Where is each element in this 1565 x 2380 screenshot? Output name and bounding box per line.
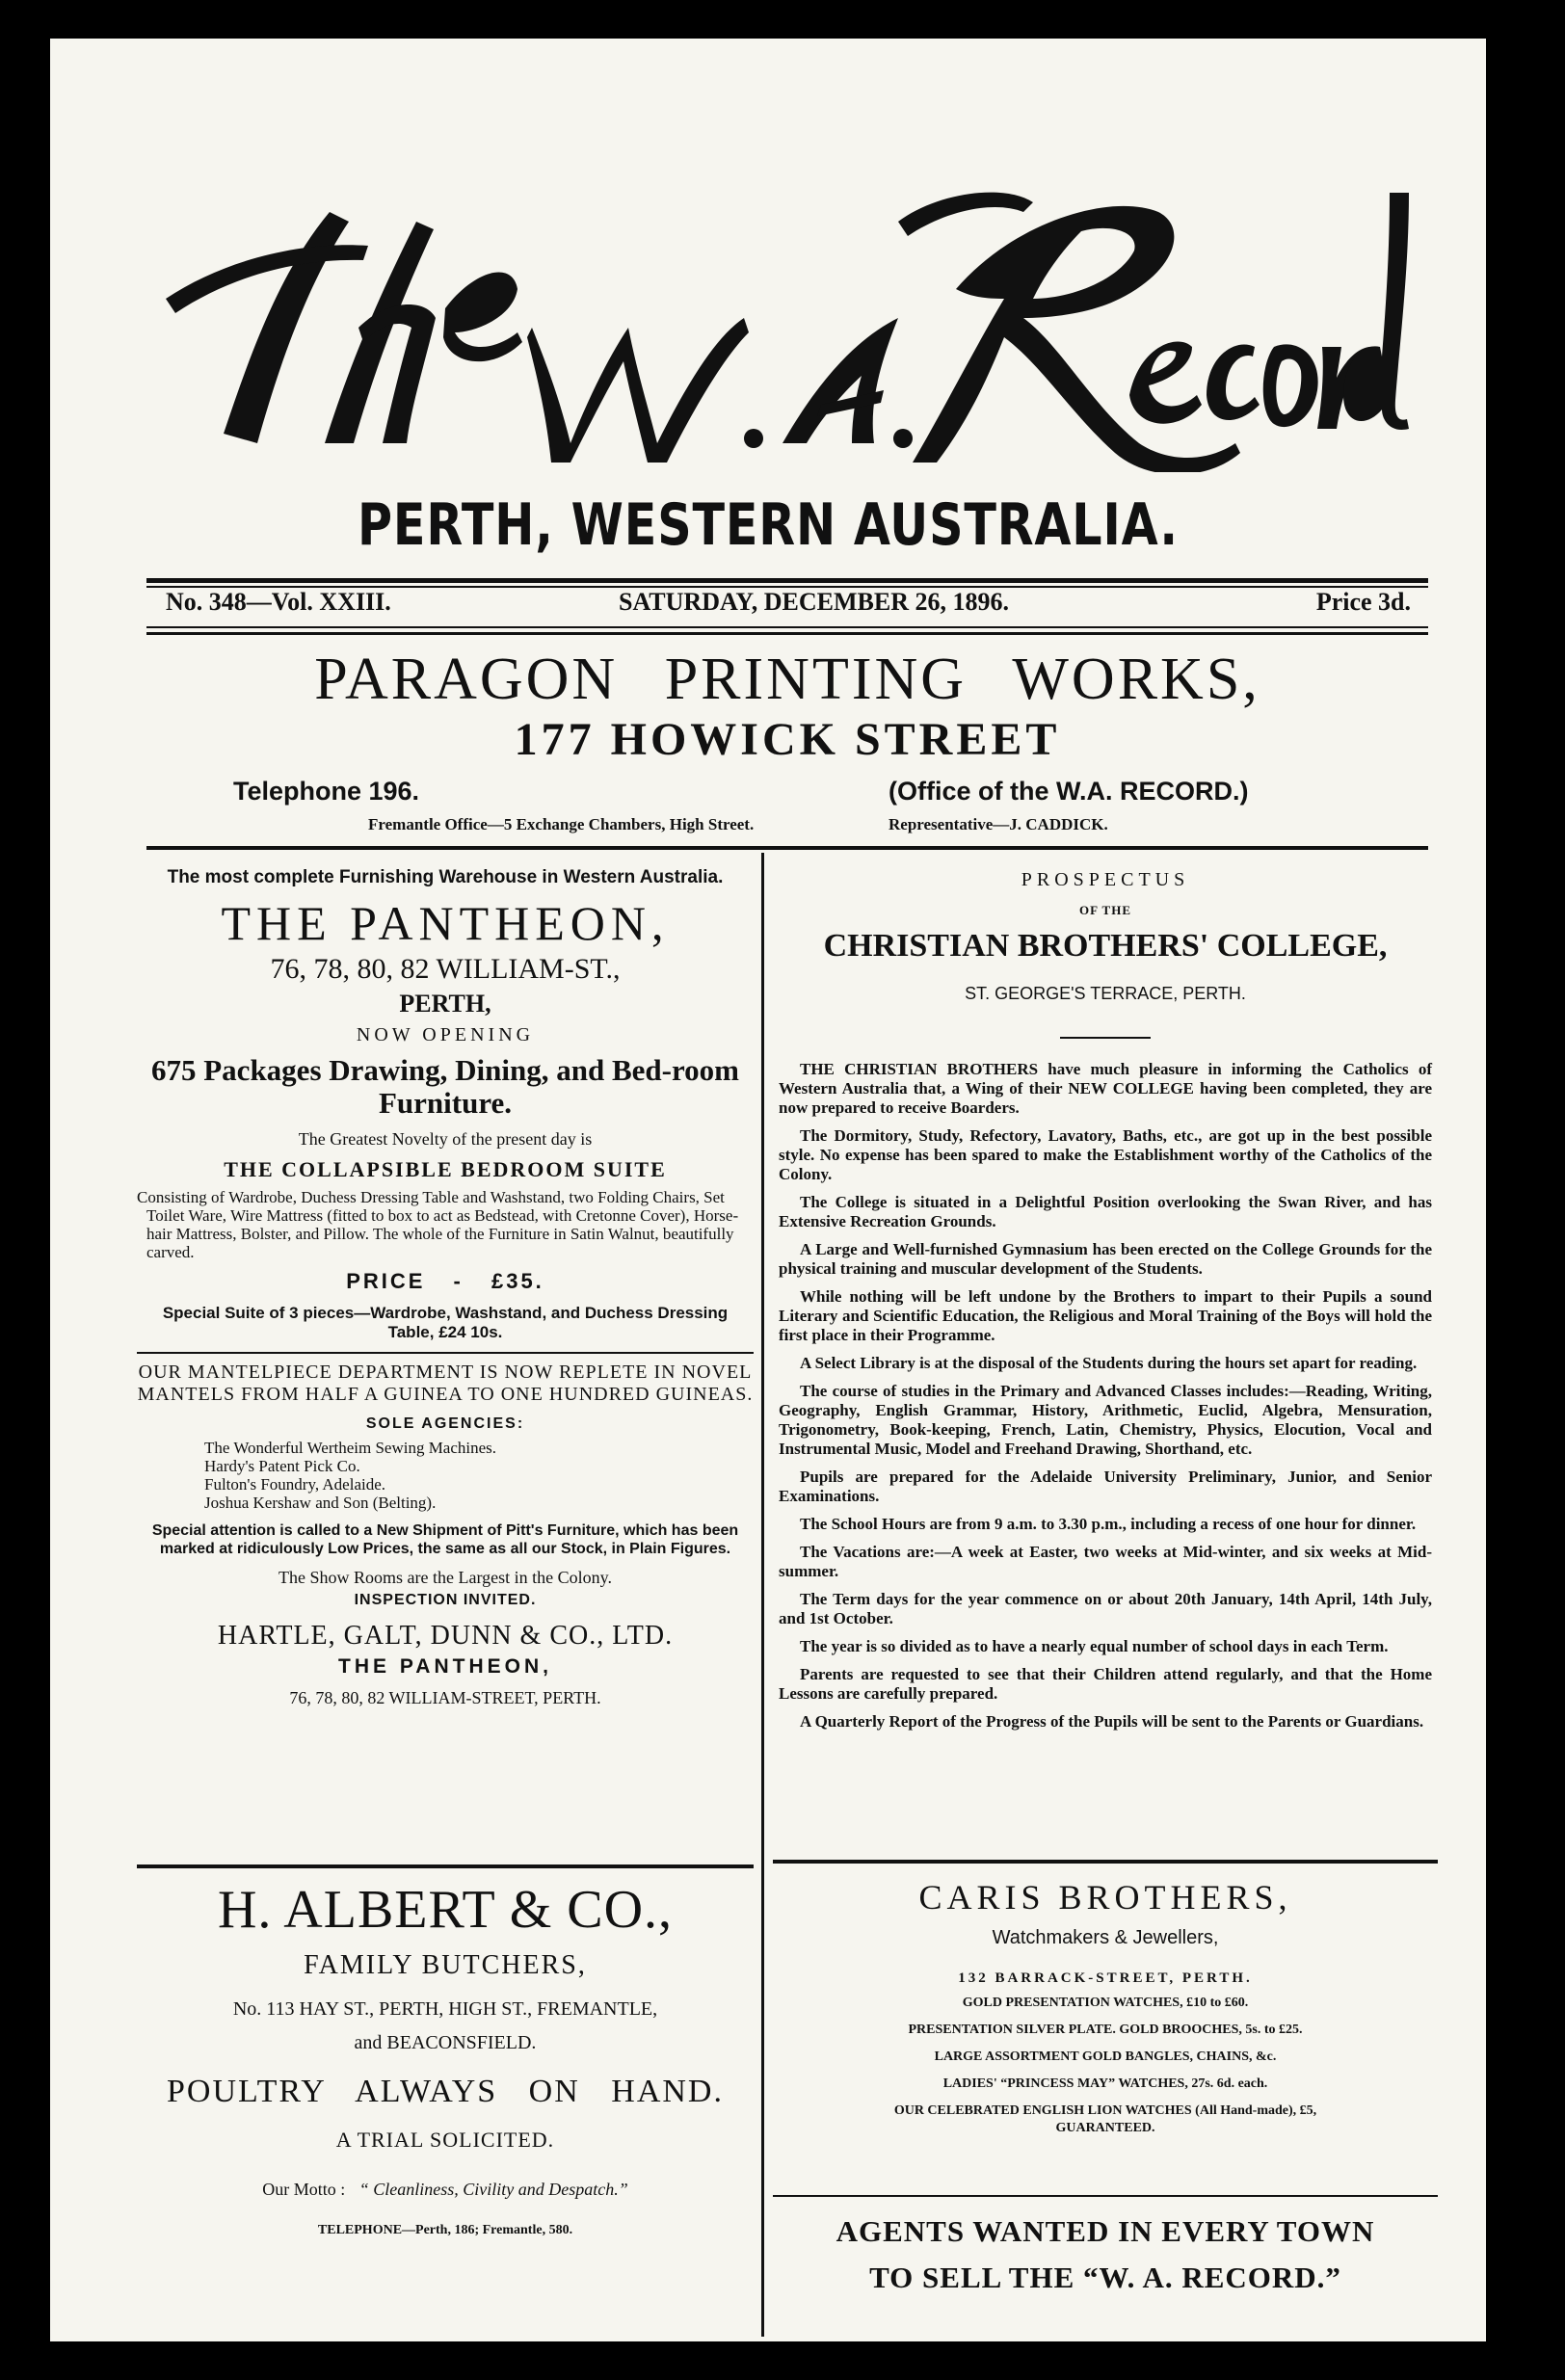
paragon-address: 177 HOWICK STREET [514,714,1061,765]
albert-advert [137,1879,754,2238]
pantheon-advert [137,867,754,1708]
pantheon-city: PERTH, [399,990,491,1018]
prospectus-body [773,1060,1438,1732]
prospectus-paragraph: Parents are requested to see that their Children attend regularly, and that the Home Lessons are carefully prepared. [779,1665,1432,1703]
caris-lines [773,1995,1438,2137]
albert-trial: A TRIAL SOLICITED. [335,2128,555,2152]
pantheon-agencies-list [137,1439,754,1512]
pantheon-suite: THE COLLAPSIBLE BEDROOM SUITE [224,1157,667,1181]
prospectus-paragraph: The Vacations are:—A week at Easter, two weeks at Mid-winter, and six weeks at Mid-summer. [779,1543,1432,1580]
caris-line: LARGE ASSORTMENT GOLD BANGLES, CHAINS, &c. [934,2049,1277,2064]
prospectus-paragraph: A Select Library is at the disposal of the Students during the hours set apart for reading. [800,1354,1418,1372]
prospectus-paragraph: While nothing will be left undone by the Brothers to impart to their Pupils a sound Literary and Scientific Education, the Religious and Moral Training of the Boys will hold the first place in their Programme. [779,1287,1432,1344]
caris-line: GOLD PRESENTATION WATCHES, £10 to £60. [962,1996,1249,2010]
masthead-location: PERTH, WESTERN AUSTRALIA. [358,491,1179,559]
issue-date: SATURDAY, DECEMBER 26, 1896. [619,588,1009,616]
left-column-rule [137,1864,754,1868]
albert-telephone: TELEPHONE—Perth, 186; Fremantle, 580. [317,2223,573,2237]
column-divider [761,853,764,2337]
prospectus-paragraph: The School Hours are from 9 a.m. to 3.30 p.m., including a recess of one hour for dinner. [800,1515,1417,1533]
prospectus-paragraph: Pupils are prepared for the Adelaide University Preliminary, Junior, and Senior Examinations. [779,1468,1432,1505]
pantheon-suite-description: Consisting of Wardrobe, Duchess Dressing Table and Washstand, two Folding Chairs, Set Toilet Ware, Wire Mattress (fitted to box to act as Bedstead, with Cretonne Cover), Horse-hair Mattress, Bolster, and Pillow. The whole of the Furniture in Satin Walnut, beautifully carved. [137,1188,739,1261]
albert-motto-label: Our Motto : [262,2180,346,2199]
prospectus-paragraph: The Dormitory, Study, Refectory, Lavatory, Baths, etc., are got up in the best possible style. No expense has been spared to make the Establishment worthy of the Catholics of the Colony. [779,1126,1432,1183]
agents-line-2: TO SELL THE “W. A. RECORD.” [869,2261,1341,2294]
paragon-rule [146,846,1428,850]
albert-poultry: POULTRY ALWAYS ON HAND. [167,2074,724,2109]
prospectus-advert [773,867,1438,1740]
paragon-fremantle: Fremantle Office—5 Exchange Chambers, High Street. [368,815,755,833]
pantheon-intro: The most complete Furnishing Warehouse in Western Australia. [167,867,724,887]
caris-trade: Watchmakers & Jewellers, [992,1927,1219,1948]
pantheon-firm-address: 76, 78, 80, 82 WILLIAM-STREET, PERTH. [289,1688,601,1707]
newspaper-page [50,39,1486,2341]
albert-address-1: No. 113 HAY ST., PERTH, HIGH ST., FREMANTLE, [232,1998,658,2020]
pantheon-packages: 675 Packages Drawing, Dining, and Bed-room Furniture. [151,1053,739,1120]
albert-name: H. ALBERT & CO., [217,1880,674,1940]
pantheon-address: 76, 78, 80, 82 WILLIAM-ST., [270,953,621,985]
agents-advert [773,2208,1438,2301]
caris-name: CARIS BROTHERS, [918,1878,1292,1917]
caris-line: PRESENTATION SILVER PLATE. GOLD BROOCHES, 5s. to £25. [908,2023,1303,2037]
agents-line-1: AGENTS WANTED IN EVERY TOWN [836,2214,1375,2248]
pantheon-name: THE PANTHEON, [221,896,670,950]
caris-line: GUARANTEED. [1055,2121,1155,2135]
pantheon-inspection: INSPECTION INVITED. [354,1592,537,1608]
issue-price: Price 3d. [1315,588,1411,616]
prospectus-paragraph: A Large and Well-furnished Gymnasium has been erected on the College Grounds for the physical training and muscular development of the Students. [779,1240,1432,1278]
pantheon-sole-agencies: SOLE AGENCIES: [365,1415,525,1432]
dateline [166,588,1419,621]
pantheon-special-attention: Special attention is called to a New Shipment of Pitt's Furniture, which has been marked at ridiculously Low Prices, the same as all our Stock, in Plain Figures. [151,1522,739,1557]
pantheon-novelty: The Greatest Novelty of the present day is [298,1129,593,1149]
prospectus-college: CHRISTIAN BROTHERS' COLLEGE, [823,928,1388,964]
pantheon-showrooms: The Show Rooms are the Largest in the Colony. [279,1568,612,1587]
pantheon-firm: HARTLE, GALT, DUNN & CO., LTD. [217,1621,674,1651]
prospectus-paragraph: The College is situated in a Delightful Position overlooking the Swan River, and has Extensive Recreation Grounds. [779,1193,1432,1230]
paragon-title: PARAGON PRINTING WORKS, [314,647,1260,712]
paragon-office: (Office of the W.A. RECORD.) [889,777,1249,806]
right-column-rule [773,1860,1438,1864]
paragon-telephone: Telephone 196. [233,777,420,806]
agency-item: The Wonderful Wertheim Sewing Machines. [204,1439,497,1457]
albert-motto-line [137,2180,754,2200]
caris-line: OUR CELEBRATED ENGLISH LION WATCHES (All Hand-made), £5, [893,2103,1317,2118]
agency-item: Fulton's Foundry, Adelaide. [204,1475,386,1494]
prospectus-paragraph: THE CHRISTIAN BROTHERS have much pleasure in informing the Catholics of Western Australia that, a Wing of their NEW COLLEGE having been completed, they are now prepared to receive Boarders. [779,1060,1432,1117]
prospectus-heading: PROSPECTUS [1021,869,1190,890]
caris-rule [773,2195,1438,2197]
caris-address: 132 BARRACK-STREET, PERTH. [958,1970,1253,1986]
agency-item: Joshua Kershaw and Son (Belting). [204,1494,437,1512]
pantheon-special-suite: Special Suite of 3 pieces—Wardrobe, Washstand, and Duchess Dressing Table, £24 10s. [162,1304,729,1341]
caris-line: LADIES' “PRINCESS MAY” WATCHES, 27s. 6d. each. [942,2076,1268,2091]
albert-motto: “ Cleanliness, Civility and Despatch.” [358,2180,628,2199]
caris-advert [773,1877,1438,2137]
prospectus-location: ST. GEORGE'S TERRACE, PERTH. [965,984,1246,1003]
issue-number: No. 348—Vol. XXIII. [166,588,391,616]
agency-item: Hardy's Patent Pick Co. [204,1457,360,1475]
prospectus-paragraph: The course of studies in the Primary and Advanced Classes includes:—Reading, Writing, Geography, English Grammar, History, Arithmetic, Euclid, Algebra, Mensuration, Trigonometry, Book-keeping, French, Latin, Chemistry, Physics, Elocution, Vocal and Instrumental Music, Model and Freehand Drawing, Shorthand, etc. [779,1382,1432,1458]
prospectus-paragraph: The Term days for the year commence on or about 20th January, 14th April, 14th July, and 1st October. [779,1590,1432,1627]
pantheon-rule-1 [137,1352,754,1354]
albert-address-2: and BEACONSFIELD. [354,2032,537,2053]
prospectus-short-rule [1060,1037,1151,1039]
masthead-logo [166,154,1409,472]
prospectus-paragraph: A Quarterly Report of the Progress of the Pupils will be sent to the Parents or Guardians. [800,1712,1424,1731]
prospectus-of-the: OF THE [1078,903,1132,917]
pantheon-firm-pantheon: THE PANTHEON, [338,1655,552,1678]
dateline-rule-1 [146,626,1428,628]
pantheon-price: PRICE - £35. [346,1269,544,1293]
pantheon-mantelpiece: OUR MANTELPIECE DEPARTMENT IS NOW REPLETE IN NOVEL MANTELS FROM HALF A GUINEA TO ONE HUNDRED GUINEAS. [137,1362,754,1405]
prospectus-paragraph: The year is so divided as to have a nearly equal number of school days in each Term. [800,1637,1389,1655]
pantheon-now-opening: NOW OPENING [356,1024,535,1045]
masthead-rule-top [146,578,1428,583]
paragon-representative: Representative—J. CADDICK. [889,815,1108,833]
dateline-rule-2 [146,632,1428,635]
albert-trade: FAMILY BUTCHERS, [304,1950,587,1980]
